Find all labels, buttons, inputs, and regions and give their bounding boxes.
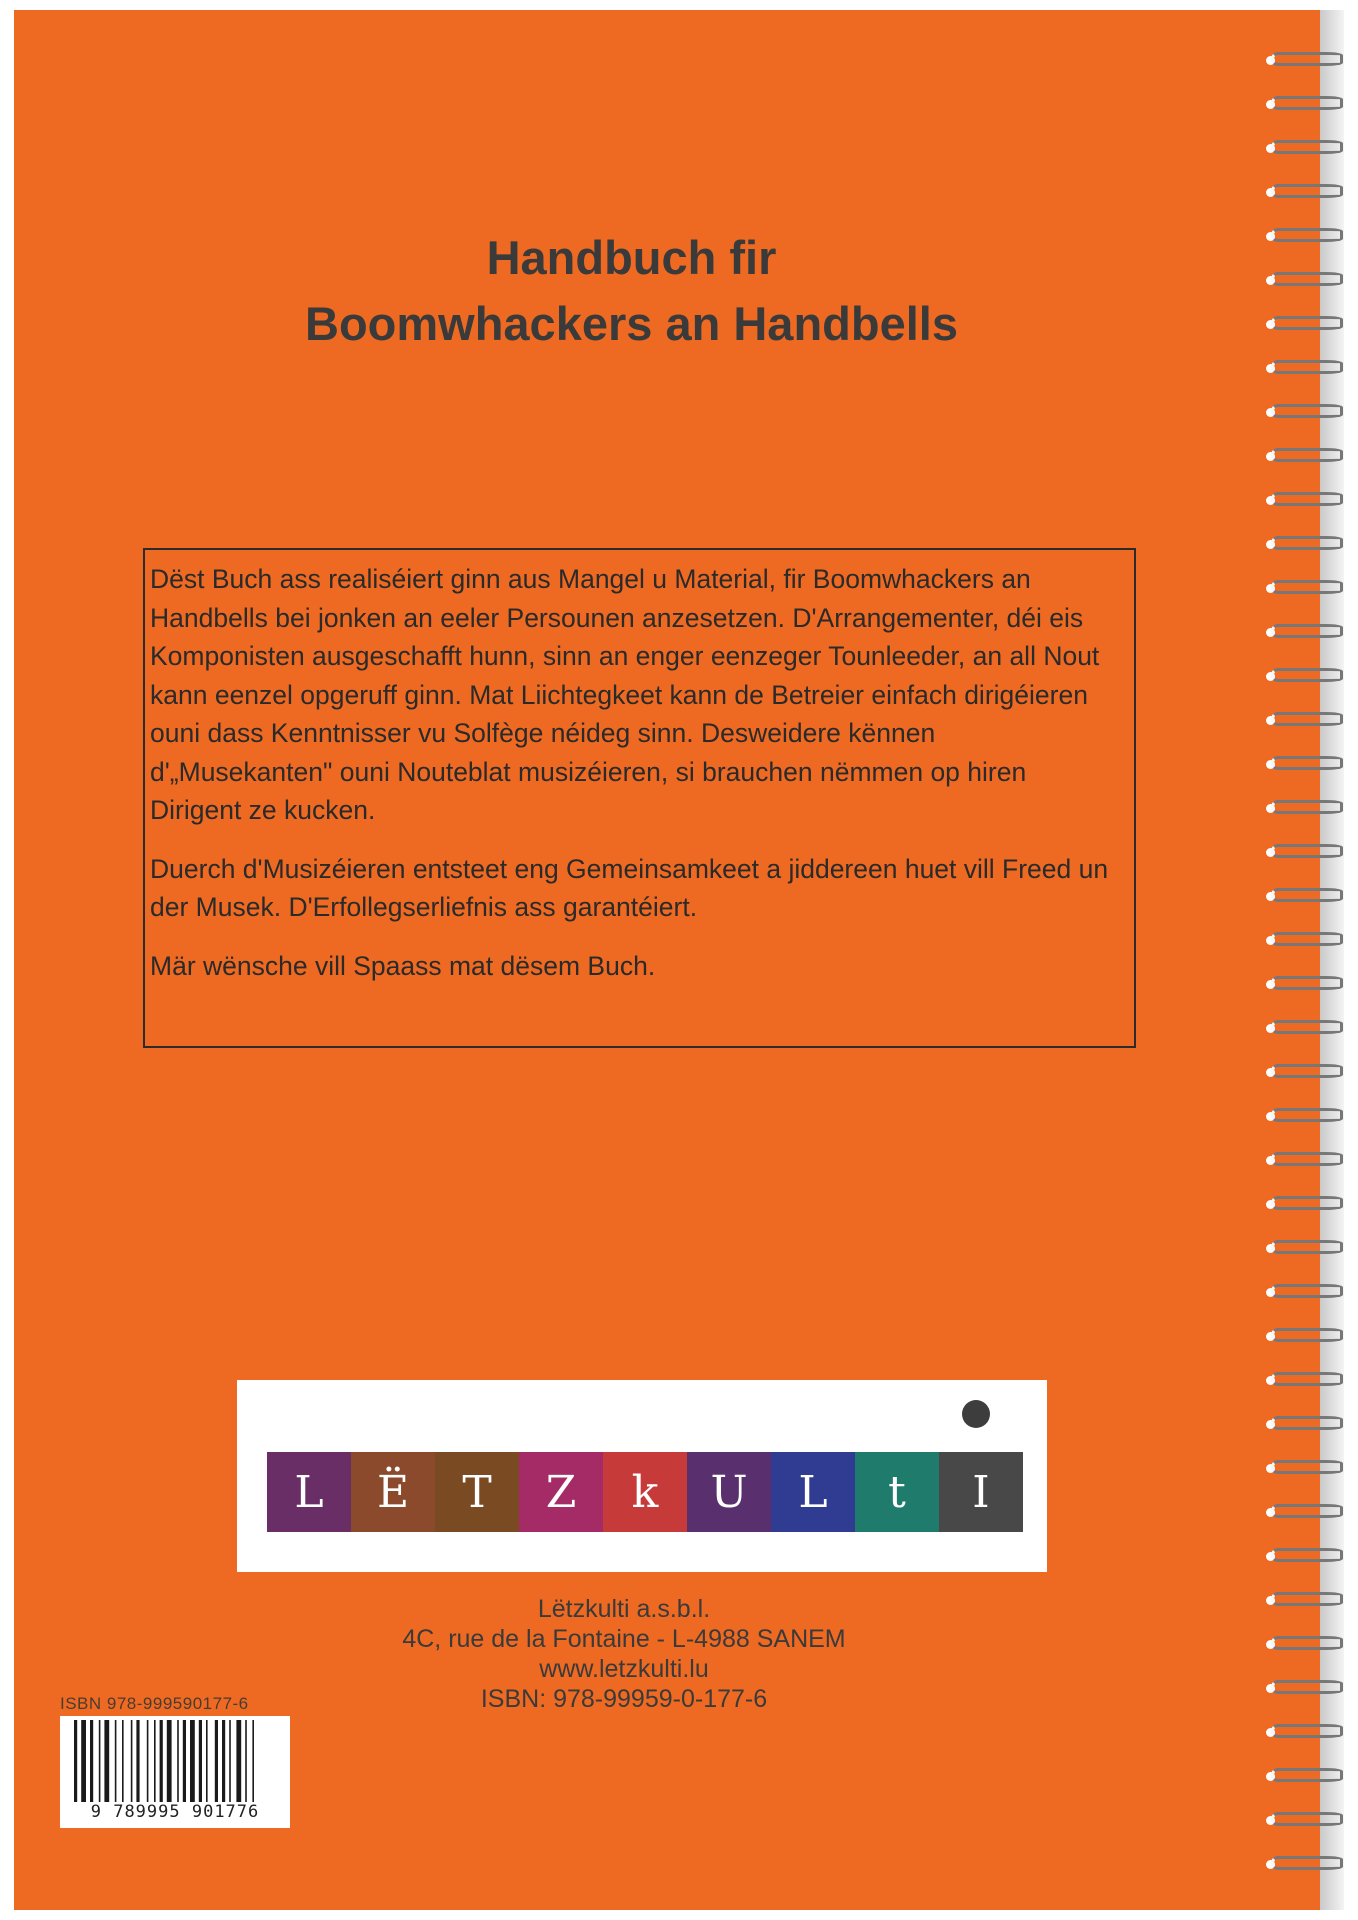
coil-wire [1271, 1372, 1343, 1386]
coil-wire [1271, 1020, 1343, 1034]
coil-wire [1271, 1856, 1343, 1870]
spiral-coil [1262, 446, 1347, 466]
coil-wire [1271, 140, 1343, 154]
spiral-coil [1262, 1326, 1347, 1346]
spiral-coil [1262, 1854, 1347, 1874]
spiral-coil [1262, 1106, 1347, 1126]
description-paragraph-1: Dëst Buch ass realiséiert ginn aus Mangel u Material, fir Boomwhackers an Handbells bei jonken an eeler Persounen anzesetzen. D'Arrangementer, déi eis Komponisten ausgeschafft hunn, sinn an enger eenzeger Tounleeder, an all Nout kann eenzel opgeruff ginn. Mat Liichtegkeet kann de Betreier einfach dirigéieren ouni dass Kenntnisser vu Solfège néideg sinn. Desweidere kënnen d'„Musekanten" ouni Nouteblat musizéieren, si brauchen nëmmen op hiren Dirigent ze kucken. [150, 564, 1100, 825]
spiral-coil [1262, 182, 1347, 202]
barcode-bar [122, 1720, 124, 1804]
coil-wire [1271, 184, 1343, 198]
coil-wire [1271, 1460, 1343, 1474]
spiral-coil [1262, 94, 1347, 114]
spiral-coil [1262, 1590, 1347, 1610]
logo-letter-9: I [939, 1452, 1023, 1532]
spiral-coil [1262, 930, 1347, 950]
logo-letter-2: Ë [351, 1452, 435, 1532]
coil-wire [1271, 800, 1343, 814]
publisher-name: Lëtzkulti a.s.b.l. [537, 1595, 711, 1623]
coil-wire [1271, 316, 1343, 330]
description-box [143, 548, 1136, 1048]
publisher-website: www.letzkulti.lu [539, 1655, 709, 1683]
coil-wire [1271, 1328, 1343, 1342]
coil-wire [1271, 1636, 1343, 1650]
spiral-coil [1262, 842, 1347, 862]
barcode-bar [104, 1720, 109, 1804]
coil-wire [1271, 580, 1343, 594]
spiral-coil [1262, 1546, 1347, 1566]
coil-wire [1271, 712, 1343, 726]
spiral-coil [1262, 578, 1347, 598]
barcode-bar [160, 1720, 163, 1804]
spiral-coil [1262, 798, 1347, 818]
spiral-coil [1262, 1722, 1347, 1742]
coil-wire [1271, 96, 1343, 110]
spiral-binding [1262, 50, 1347, 1890]
coil-wire [1271, 492, 1343, 506]
coil-wire [1271, 844, 1343, 858]
barcode-bar [206, 1720, 208, 1804]
barcode-bar [154, 1720, 156, 1804]
description-paragraph-3: Mär wënsche vill Spaass mat dësem Buch. [150, 950, 656, 981]
logo-letter-8: t [855, 1452, 939, 1532]
coil-wire [1271, 1152, 1343, 1166]
book-title [14, 225, 1249, 357]
spiral-coil [1262, 226, 1347, 246]
coil-wire [1271, 272, 1343, 286]
spiral-coil [1262, 402, 1347, 422]
coil-wire [1271, 1284, 1343, 1298]
coil-wire [1271, 448, 1343, 462]
spiral-coil [1262, 1238, 1347, 1258]
spiral-coil [1262, 1282, 1347, 1302]
spiral-coil [1262, 534, 1347, 554]
logo-letters [267, 1452, 1023, 1532]
coil-wire [1271, 1548, 1343, 1562]
barcode-bar [177, 1720, 179, 1804]
barcode-bar [131, 1720, 133, 1804]
spiral-coil [1262, 1194, 1347, 1214]
publisher-isbn: ISBN: 978-99959-0-177-6 [480, 1685, 768, 1713]
coil-wire [1271, 1240, 1343, 1254]
publisher-address: 4C, rue de la Fontaine - L-4988 SANEM [402, 1625, 846, 1653]
coil-wire [1271, 52, 1343, 66]
description-paragraph-2: Duerch d'Musizéieren entsteet eng Gemeinsamkeet a jiddereen huet vill Freed un der Musek. D'Erfollegserliefnis ass garantéiert. [150, 853, 1109, 922]
spiral-coil [1262, 1062, 1347, 1082]
coil-wire [1271, 1768, 1343, 1782]
spiral-coil [1262, 1018, 1347, 1038]
barcode-bar [147, 1720, 149, 1804]
coil-wire [1271, 976, 1343, 990]
barcode-bar [222, 1720, 225, 1804]
coil-wire [1271, 228, 1343, 242]
spiral-coil [1262, 1810, 1347, 1830]
barcode-bar [99, 1720, 101, 1804]
coil-wire [1271, 1064, 1343, 1078]
barcode-bar [90, 1720, 93, 1804]
spiral-coil [1262, 1634, 1347, 1654]
barcode-bar [215, 1720, 218, 1804]
coil-wire [1271, 1680, 1343, 1694]
spiral-coil [1262, 1766, 1347, 1786]
coil-wire [1271, 932, 1343, 946]
spiral-coil [1262, 270, 1347, 290]
barcode-bar [190, 1720, 195, 1804]
coil-wire [1271, 756, 1343, 770]
logo-letter-7: L [771, 1452, 855, 1532]
barcode-bar [236, 1720, 241, 1804]
coil-wire [1271, 1592, 1343, 1606]
barcode-caption: ISBN 978-999590177-6 [60, 1694, 249, 1713]
spiral-coil [1262, 358, 1347, 378]
coil-wire [1271, 888, 1343, 902]
barcode-bar [199, 1720, 202, 1804]
logo-letter-6: U [687, 1452, 771, 1532]
spiral-coil [1262, 710, 1347, 730]
spiral-coil [1262, 50, 1347, 70]
coil-wire [1271, 360, 1343, 374]
coil-wire [1271, 1812, 1343, 1826]
logo-letter-3: T [435, 1452, 519, 1532]
logo-letter-1: L [267, 1452, 351, 1532]
spiral-coil [1262, 974, 1347, 994]
logo-letter-5: k [603, 1452, 687, 1532]
spiral-coil [1262, 1150, 1347, 1170]
title-line-1: Handbuch fir [486, 231, 777, 284]
coil-wire [1271, 536, 1343, 550]
logo-letter-4: Z [519, 1452, 603, 1532]
barcode-bar [183, 1720, 186, 1804]
coil-wire [1271, 404, 1343, 418]
spiral-coil [1262, 138, 1347, 158]
spiral-coil [1262, 1458, 1347, 1478]
coil-wire [1271, 1724, 1343, 1738]
spiral-coil [1262, 754, 1347, 774]
spiral-coil [1262, 622, 1347, 642]
barcode-bar [229, 1720, 231, 1804]
spiral-coil [1262, 314, 1347, 334]
coil-wire [1271, 1416, 1343, 1430]
logo-dot [962, 1400, 990, 1428]
isbn-barcode [60, 1716, 290, 1828]
spiral-coil [1262, 1502, 1347, 1522]
spiral-coil [1262, 666, 1347, 686]
barcode-digits: 9 789995 901776 [60, 1802, 290, 1822]
barcode-bar [136, 1720, 139, 1804]
coil-wire [1271, 1108, 1343, 1122]
spiral-coil [1262, 490, 1347, 510]
coil-wire [1271, 624, 1343, 638]
title-line-2: Boomwhackers an Handbells [305, 297, 958, 350]
coil-wire [1271, 1504, 1343, 1518]
coil-wire [1271, 668, 1343, 682]
coil-wire [1271, 1196, 1343, 1210]
spiral-coil [1262, 1678, 1347, 1698]
letzkulti-logo [237, 1380, 1047, 1572]
spiral-coil [1262, 1414, 1347, 1434]
spiral-coil [1262, 886, 1347, 906]
barcode-bar [167, 1720, 172, 1804]
barcode-bar [115, 1720, 117, 1804]
spiral-coil [1262, 1370, 1347, 1390]
